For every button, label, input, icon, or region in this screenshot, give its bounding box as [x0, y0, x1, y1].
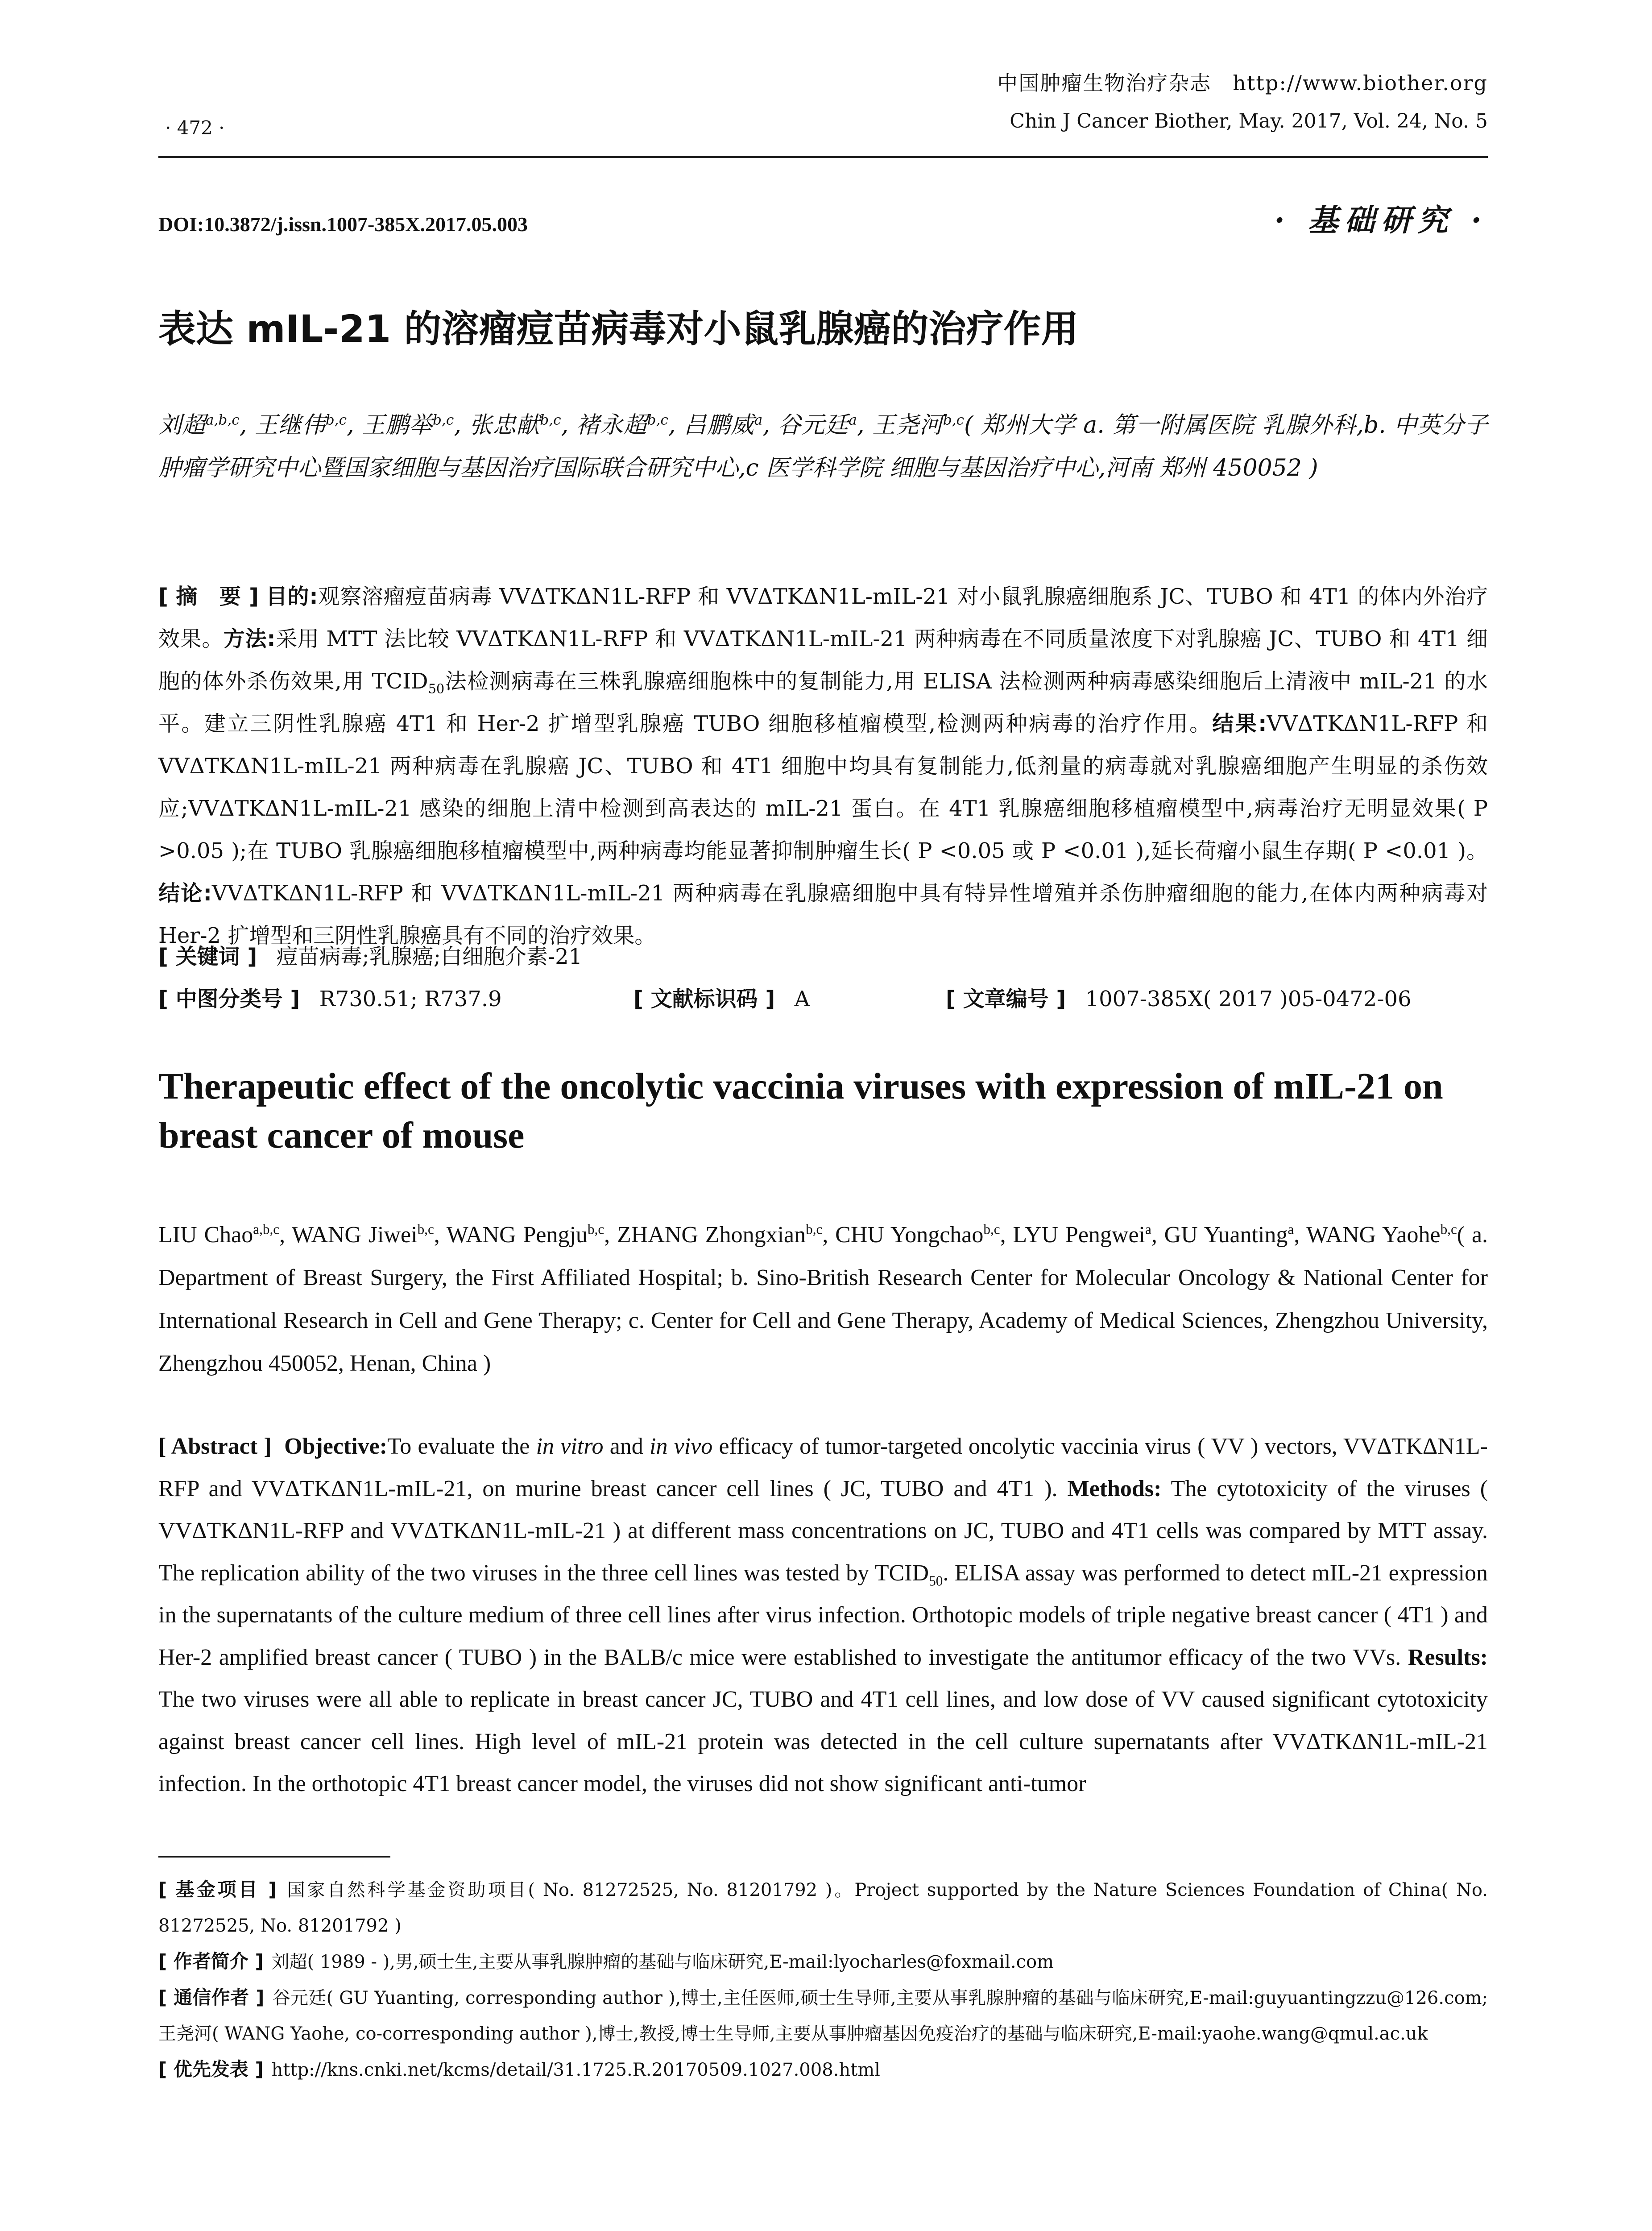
author-affiliation-mark: b,c: [587, 1221, 604, 1237]
title-cn: 表达 mIL-21 的溶瘤痘苗病毒对小鼠乳腺癌的治疗作用: [158, 307, 1079, 351]
journal-name-cn: 中国肿瘤生物治疗杂志 http://www.biother.org: [997, 71, 1488, 95]
author-name: 王尧河: [872, 412, 943, 439]
author-affiliation-mark: b,c: [432, 412, 454, 428]
footnote-funding: [158, 1872, 1488, 1944]
footnote-author-bio-text: 刘超( 1989 - ),男,硕士生,主要从事乳腺肿瘤的基础与临床研究,E-mail:lyocharles@foxmail.com: [271, 1952, 1054, 1972]
abstract-cn: [158, 576, 1488, 957]
footnote-corresponding-text: 谷元廷( GU Yuanting, corresponding author ),博士,主任医师,硕士生导师,主要从事乳腺肿瘤的基础与临床研究,E-mail:guyuantingzzu@126.com;王尧河( WANG Yaohe, co-corresponding author ),博士,教授,博士生导师,主要从事肿瘤基因免疫治疗的基础与临床研究,E-mail:yaohe.wang@qmul.ac.uk: [158, 1988, 1488, 2044]
page-number: · 472 ·: [165, 117, 225, 139]
author-list-cn: 刘超$^{a,b,c}$, 王继伟$^{b,c}$, 王鹏举$^{b,c}$, 张忠献$^{b,c}$, 褚永超$^{b,c}$, 吕鹏威$^a$, 谷元廷$^a$, 王尧河$^{b,c}$: [158, 412, 965, 439]
author-affiliation-mark: b,c: [943, 412, 965, 428]
author-affiliation-mark: a: [1288, 1221, 1294, 1237]
objective-en-c: efficacy of tumor-targeted oncolytic vaccinia virus ( VV ) vectors, VVΔTKΔN1L-RFP and VVΔTKΔN1L-mIL-21, on murine breast cancer cell lines ( JC, TUBO and 4T1 ).: [158, 1434, 1488, 1501]
methods-cn-sub: 50: [428, 681, 445, 697]
author-list-en: LIU Chao$^{a,b,c}$, WANG Jiwei$^{b,c}$, WANG Pengju$^{b,c}$, ZHANG Zhongxian$^{b,c}$, CHU Yongchao$^{b,c}$, LYU Pengwei$^a$, GU Yuanting$^a$, WANG Yaohe$^{b,c}$: [158, 1221, 1457, 1248]
author-affiliation-mark: b,c: [1440, 1221, 1457, 1237]
affiliation-cn: ( 郑州大学 a. 第一附属医院 乳腺外科,b. 中英分子肿瘤学研究中心暨国家细胞与基因治疗国际联合研究中心,c 医学科学院 细胞与基因治疗中心,河南 郑州 450052 ): [158, 412, 1488, 481]
author-name: ZHANG Zhongxian: [617, 1222, 806, 1248]
doc-code-row: [633, 982, 810, 1012]
methods-cn-a: 采用 MTT 法比较 VVΔTKΔN1L-RFP 和 VVΔTKΔN1L-mIL-21 两种病毒在不同质量浓度下对乳腺癌 JC、TUBO 和 4T1 细胞的体外杀伤效果,用 TCID: [158, 626, 1488, 694]
author-name: 刘超: [158, 412, 206, 439]
methods-en-sub: 50: [929, 1572, 943, 1588]
author-name: 褚永超: [576, 412, 647, 439]
methods-en-a: The cytotoxicity of the viruses ( VVΔTKΔN1L-RFP and VVΔTKΔN1L-mIL-21 ) at different mass concentrations on JC, TUBO and 4T1 cells was compared by MTT assay. The replication ability of the two viruses in the three cell lines was tested by TCID: [158, 1476, 1488, 1586]
author-affiliation-mark: a,b,c: [253, 1221, 280, 1237]
objective-en-a: To evaluate the: [387, 1434, 536, 1459]
authors-cn: [158, 404, 1488, 489]
author-affiliation-mark: b,c: [983, 1221, 1000, 1237]
author-name: CHU Yongchao: [835, 1222, 984, 1248]
objective-en-italic-2: in vivo: [650, 1434, 713, 1459]
objective-cn: 观察溶瘤痘苗病毒 VVΔTKΔN1L-RFP 和 VVΔTKΔN1L-mIL-21 对小鼠乳腺癌细胞系 JC、TUBO 和 4T1 的体内外治疗效果。: [158, 584, 1488, 651]
header-rule: [158, 156, 1488, 158]
footnote-rule: [158, 1856, 390, 1858]
footnote-online-first: [158, 2052, 1488, 2088]
footnote-corresponding: [158, 1980, 1488, 2052]
author-name: WANG Pengju: [446, 1222, 588, 1248]
doi: DOI:10.3872/j.issn.1007-385X.2017.05.003: [158, 213, 528, 236]
results-label-cn: 结果:: [1212, 711, 1267, 736]
article-number-row: [946, 982, 1412, 1012]
author-name: WANG Jiwei: [292, 1222, 418, 1248]
abstract-en: [158, 1426, 1488, 1805]
author-affiliation-mark: b,c: [325, 412, 347, 428]
author-affiliation-mark: b,c: [806, 1221, 823, 1237]
author-name: WANG Yaohe: [1306, 1222, 1441, 1248]
author-name: LYU Pengwei: [1013, 1222, 1145, 1248]
results-label-en: Results:: [1408, 1644, 1488, 1670]
methods-en-b: . ELISA assay was performed to detect mIL-21 expression in the supernatants of the culture medium of three cell lines after virus infection. Orthotopic models of triple negative breast cancer ( 4T1 ) and Her-2 amplified breast cancer ( TUBO ) in the BALB/c mice were established to investigate the antitumor efficacy of the two VVs.: [158, 1560, 1488, 1670]
footnote-funding-text: 国家自然科学基金资助项目( No. 81272525, No. 81201792 )。Project supported by the Nature Sciences Foundation of China( No. 81272525, No. 81201792 ): [158, 1880, 1488, 1936]
author-name: 王继伟: [254, 412, 326, 439]
author-affiliation-mark: b,c: [417, 1221, 434, 1237]
affiliation-en: ( a. Department of Breast Surgery, the First Affiliated Hospital; b. Sino-British Research Center for Molecular Oncology & National Center for International Research in Cell and Gene Therapy; c. Center for Cell and Gene Therapy, Academy of Medical Sciences, Zhengzhou University, Zhengzhou 450052, Henan, China ): [158, 1222, 1488, 1376]
keywords-value: 痘苗病毒;乳腺癌;白细胞介素-21: [276, 944, 583, 969]
author-affiliation-mark: b,c: [540, 412, 561, 428]
doc-code-label: [ 文献标识码 ]: [633, 987, 775, 1012]
title-en: Therapeutic effect of the oncolytic vaccinia viruses with expression of mIL-21 on breast cancer of mouse: [158, 1066, 1443, 1156]
clc-label: [ 中图分类号 ]: [158, 987, 300, 1012]
author-affiliation-mark: a,b,c: [205, 412, 240, 428]
author-name: 吕鹏威: [683, 412, 754, 439]
doc-code-value: A: [794, 987, 810, 1012]
footnotes: [158, 1872, 1488, 2088]
author-affiliation-mark: a: [849, 412, 857, 428]
footnote-funding-label: [ 基金项目 ]: [158, 1879, 277, 1900]
objective-en-b: and: [603, 1434, 650, 1459]
author-affiliation-mark: a: [1145, 1221, 1151, 1237]
footnote-online-first-link[interactable]: http://kns.cnki.net/kcms/detail/31.1725.R.20170509.1027.008.html: [271, 2060, 880, 2080]
conclusion-cn: VVΔTKΔN1L-RFP 和 VVΔTKΔN1L-mIL-21 两种病毒在乳腺癌细胞中具有特异性增殖并杀伤肿瘤细胞的能力,在体内两种病毒对 Her-2 扩增型和三阴性乳腺癌具有不同的治疗效果。: [158, 881, 1488, 948]
results-cn: VVΔTKΔN1L-RFP 和 VVΔTKΔN1L-mIL-21 两种病毒在乳腺癌 JC、TUBO 和 4T1 细胞中均具有复制能力,低剂量的病毒就对乳腺癌细胞产生明显的杀伤效应;VVΔTKΔN1L-mIL-21 感染的细胞上清中检测到高表达的 mIL-21 蛋白。在 4T1 乳腺癌细胞移植瘤模型中,病毒治疗无明显效果( P >0.05 );在 TUBO 乳腺癌细胞移植瘤模型中,两种病毒均能显著抑制肿瘤生长( P <0.05 或 P <0.01 ),延长荷瘤小鼠生存期( P <0.01 )。: [158, 711, 1488, 863]
methods-label-en: Methods:: [1067, 1476, 1162, 1501]
author-name: LIU Chao: [158, 1222, 253, 1248]
abstract-cn-label: [ 摘 要 ]: [158, 584, 259, 609]
keywords-cn: [158, 939, 582, 970]
author-name: GU Yuanting: [1164, 1222, 1288, 1248]
footnote-corresponding-label: [ 通信作者 ]: [158, 1986, 265, 2008]
footnote-author-bio: [158, 1944, 1488, 1980]
article-number-value: 1007-385X( 2017 )05-0472-06: [1085, 987, 1412, 1012]
objective-label-en: Objective:: [284, 1434, 388, 1459]
objective-en-italic-1: in vitro: [536, 1434, 604, 1459]
clc-value: R730.51; R737.9: [319, 987, 502, 1012]
footnote-online-first-label: [ 优先发表 ]: [158, 2058, 264, 2080]
author-name: 王鹏举: [362, 412, 433, 439]
conclusion-label-cn: 结论:: [158, 881, 212, 906]
author-affiliation-mark: a: [754, 412, 763, 428]
keywords-label: [ 关键词 ]: [158, 944, 257, 969]
methods-label-cn: 方法:: [224, 626, 276, 651]
objective-label-cn: 目的:: [265, 584, 318, 609]
article-number-label: [ 文章编号 ]: [946, 987, 1066, 1012]
footnote-author-bio-label: [ 作者简介 ]: [158, 1950, 264, 1972]
results-en: The two viruses were all able to replicate in breast cancer JC, TUBO and 4T1 cell lines, and low dose of VV caused significant cytotoxicity against breast cancer cell lines. High level of mIL-21 protein was detected in the cell culture supernatants after VVΔTKΔN1L-mIL-21 infection. In the orthotopic 4T1 breast cancer model, the viruses did not show significant anti-tumor: [158, 1687, 1488, 1796]
author-name: 张忠献: [469, 412, 540, 439]
column-name: · 基础研究 ·: [1274, 203, 1488, 238]
methods-cn-b: 法检测病毒在三株乳腺癌细胞株中的复制能力,用 ELISA 法检测两种病毒感染细胞后上清液中 mIL-21 的水平。建立三阴性乳腺癌 4T1 和 Her-2 扩增型乳腺癌 TUBO 细胞移植瘤模型,检测两种病毒的治疗作用。: [158, 669, 1488, 736]
author-affiliation-mark: b,c: [647, 412, 668, 428]
authors-en: [158, 1214, 1488, 1385]
journal-citation-en: Chin J Cancer Biother, May. 2017, Vol. 24, No. 5: [1010, 110, 1488, 133]
abstract-en-label: [ Abstract ]: [158, 1434, 272, 1459]
author-name: 谷元廷: [778, 412, 849, 439]
classification-row: [158, 982, 502, 1012]
